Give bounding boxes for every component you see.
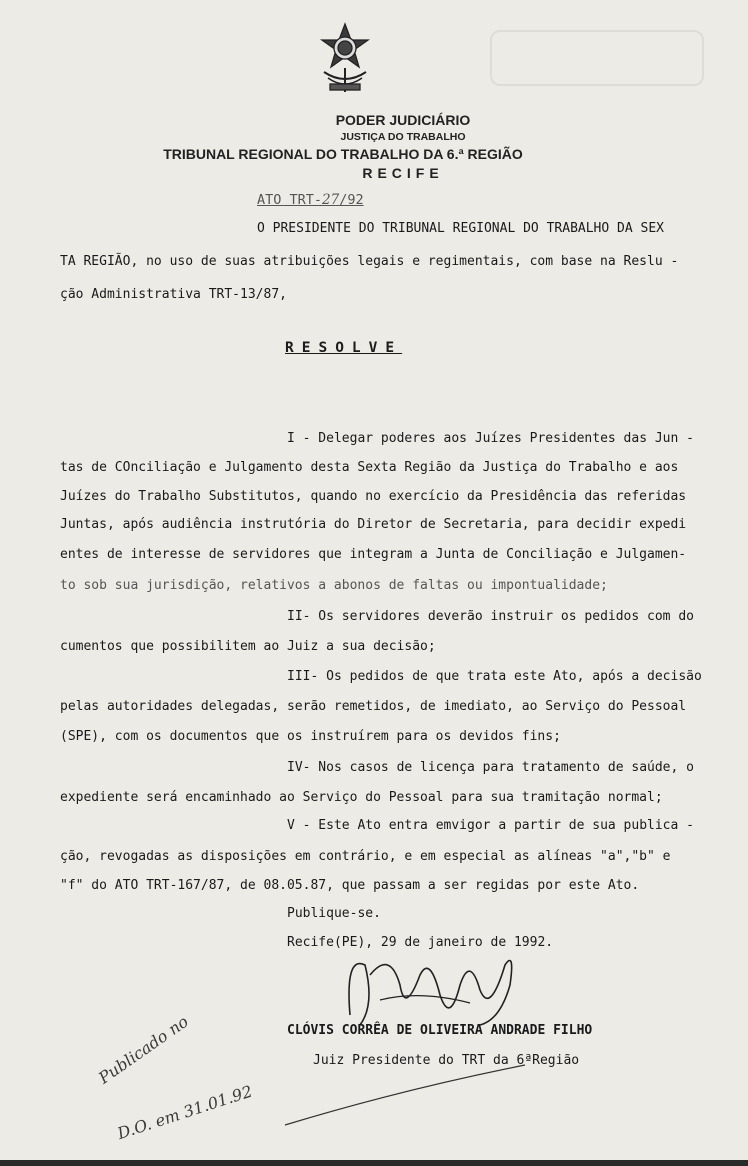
text-line: TA REGIÃO, no uso de suas atribuições legais e regimentais, com base na Reslu - bbox=[60, 254, 679, 269]
date-line: Recife(PE), 29 de janeiro de 1992. bbox=[287, 935, 554, 950]
signature-scribble bbox=[330, 945, 530, 1035]
header-line-2: JUSTIÇA DO TRABALHO bbox=[340, 131, 466, 143]
text-line: expediente será encaminhado ao Serviço do Pessoal para sua tramitação normal; bbox=[60, 790, 663, 805]
scan-edge bbox=[0, 1160, 748, 1166]
text-line: Juízes do Trabalho Substitutos, quando no exercício da Presidência das referidas bbox=[60, 489, 687, 504]
text-line: (SPE), com os documentos que os instruírem para os devidos fins; bbox=[60, 729, 561, 744]
text-line: III- Os pedidos de que trata este Ato, após a decisão bbox=[287, 669, 702, 684]
text-line: tas de COnciliação e Julgamento desta Sexta Região da Justiça do Trabalho e aos bbox=[60, 460, 679, 475]
text-line: I - Delegar poderes aos Juízes Presidentes das Jun - bbox=[287, 431, 694, 446]
text-line: V - Este Ato entra emvigor a partir de sua publica - bbox=[287, 818, 694, 833]
text-line: II- Os servidores deverão instruir os pedidos com do bbox=[287, 609, 694, 624]
publique-se: Publique-se. bbox=[287, 906, 381, 921]
text-line: cumentos que possibilitem ao Juiz a sua decisão; bbox=[60, 639, 436, 654]
header-line-1: PODER JUDICIÁRIO bbox=[335, 112, 471, 128]
signatory-title: Juiz Presidente do TRT da 6ªRegião bbox=[313, 1053, 580, 1068]
ato-number: ATO TRT-27/92 bbox=[257, 192, 364, 208]
text-line: O PRESIDENTE DO TRIBUNAL REGIONAL DO TRABALHO DA SEX bbox=[257, 221, 664, 236]
text-line: to sob sua jurisdição, relativos a abonos de faltas ou impontualidade; bbox=[60, 578, 608, 593]
coat-of-arms-icon bbox=[318, 22, 372, 94]
signatory-name: CLÓVIS CORRÊA DE OLIVEIRA ANDRADE FILHO bbox=[287, 1023, 593, 1038]
handwritten-note-line-1: Publicado no bbox=[95, 1011, 192, 1088]
text-line: IV- Nos casos de licença para tratamento de saúde, o bbox=[287, 760, 694, 775]
text-line: pelas autoridades delegadas, serão remetidos, de imediato, ao Serviço do Pessoal bbox=[60, 699, 687, 714]
handwritten-note-line-2: D.O. em 31.01.92 bbox=[115, 1081, 255, 1144]
text-line: entes de interesse de servidores que integram a Junta de Conciliação e Julgamen- bbox=[60, 547, 687, 562]
pen-stroke bbox=[280, 1060, 530, 1130]
header-line-4: RECIFE bbox=[362, 165, 444, 181]
text-line: Juntas, após audiência instrutória do Diretor de Secretaria, para decidir expedi bbox=[60, 517, 687, 532]
text-line: "f" do ATO TRT-167/87, de 08.05.87, que passam a ser regidas por este Ato. bbox=[60, 878, 640, 893]
text-line: ção Administrativa TRT-13/87, bbox=[60, 287, 287, 302]
header-line-3: TRIBUNAL REGIONAL DO TRABALHO DA 6.ª REGIÃO bbox=[163, 146, 523, 162]
text-line: ção, revogadas as disposições em contrário, e em especial as alíneas "a","b" e bbox=[60, 849, 671, 864]
resolve-heading: RESOLVE bbox=[285, 340, 403, 356]
faded-stamp bbox=[490, 30, 704, 86]
